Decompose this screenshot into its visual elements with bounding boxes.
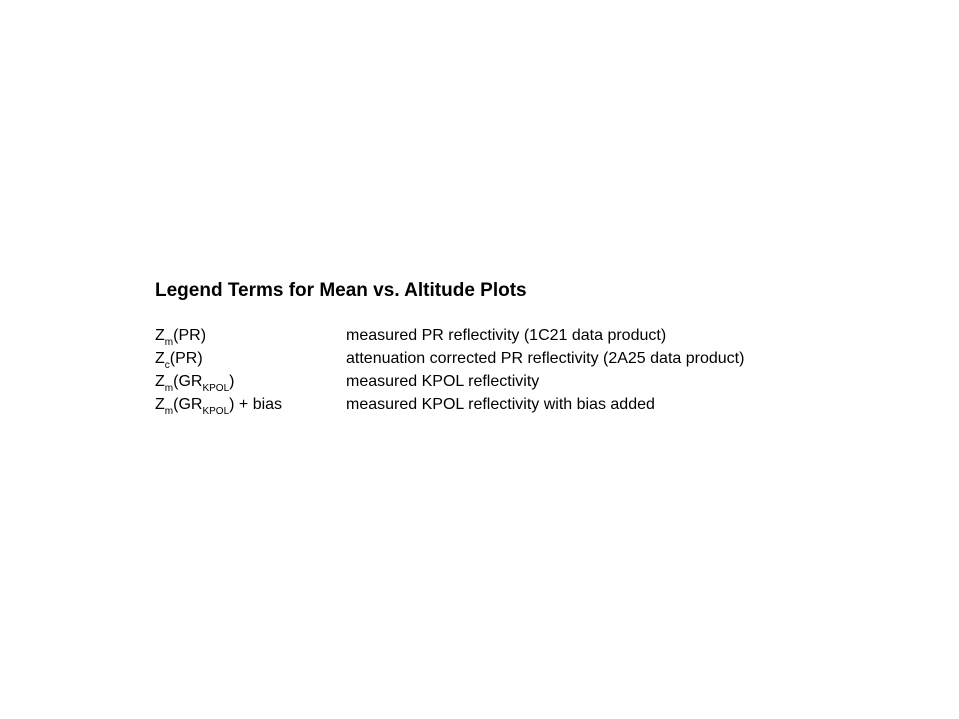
term-open-paren: ( <box>173 396 179 413</box>
term-subscript: m <box>164 406 174 417</box>
legend-term-definition: measured KPOL reflectivity with bias added <box>346 396 655 413</box>
legend-term-symbol <box>155 395 282 415</box>
term-open-paren: ( <box>173 327 179 344</box>
legend-term-row <box>155 326 855 349</box>
term-suffix: + bias <box>234 396 283 413</box>
term-content: GR <box>178 396 203 413</box>
term-close-paren: ) <box>200 327 207 344</box>
term-base: Z <box>155 327 165 344</box>
term-base: Z <box>155 396 165 413</box>
legend-term-row <box>155 395 855 418</box>
term-inner-subscript: KPOL <box>202 383 230 394</box>
term-content: PR <box>175 350 198 367</box>
term-subscript: m <box>164 337 174 348</box>
term-content: GR <box>178 373 203 390</box>
legend-term-definition: measured PR reflectivity (1C21 data product) <box>346 327 667 344</box>
term-close-paren: ) <box>197 350 203 367</box>
legend-term-symbol <box>155 326 206 346</box>
legend-terms-list <box>155 326 855 418</box>
term-subscript: c <box>164 360 170 371</box>
legend-term-definition: measured KPOL reflectivity <box>346 373 540 390</box>
term-open-paren: ( <box>169 350 176 367</box>
term-base: Z <box>155 350 165 367</box>
term-subscript: m <box>164 383 174 394</box>
term-close-paren: ) <box>229 396 235 413</box>
legend-term-symbol <box>155 349 203 369</box>
term-base: Z <box>155 373 165 390</box>
term-open-paren: ( <box>173 373 179 390</box>
term-inner-subscript: KPOL <box>202 406 230 417</box>
page-title: Legend Terms for Mean vs. Altitude Plots <box>155 280 527 301</box>
legend-term-definition: attenuation corrected PR reflectivity (2A25 data product) <box>346 350 745 367</box>
term-close-paren: ) <box>229 373 235 390</box>
term-content: PR <box>178 327 201 344</box>
legend-term-row <box>155 372 855 395</box>
legend-term-symbol <box>155 372 234 392</box>
legend-term-row <box>155 349 855 372</box>
